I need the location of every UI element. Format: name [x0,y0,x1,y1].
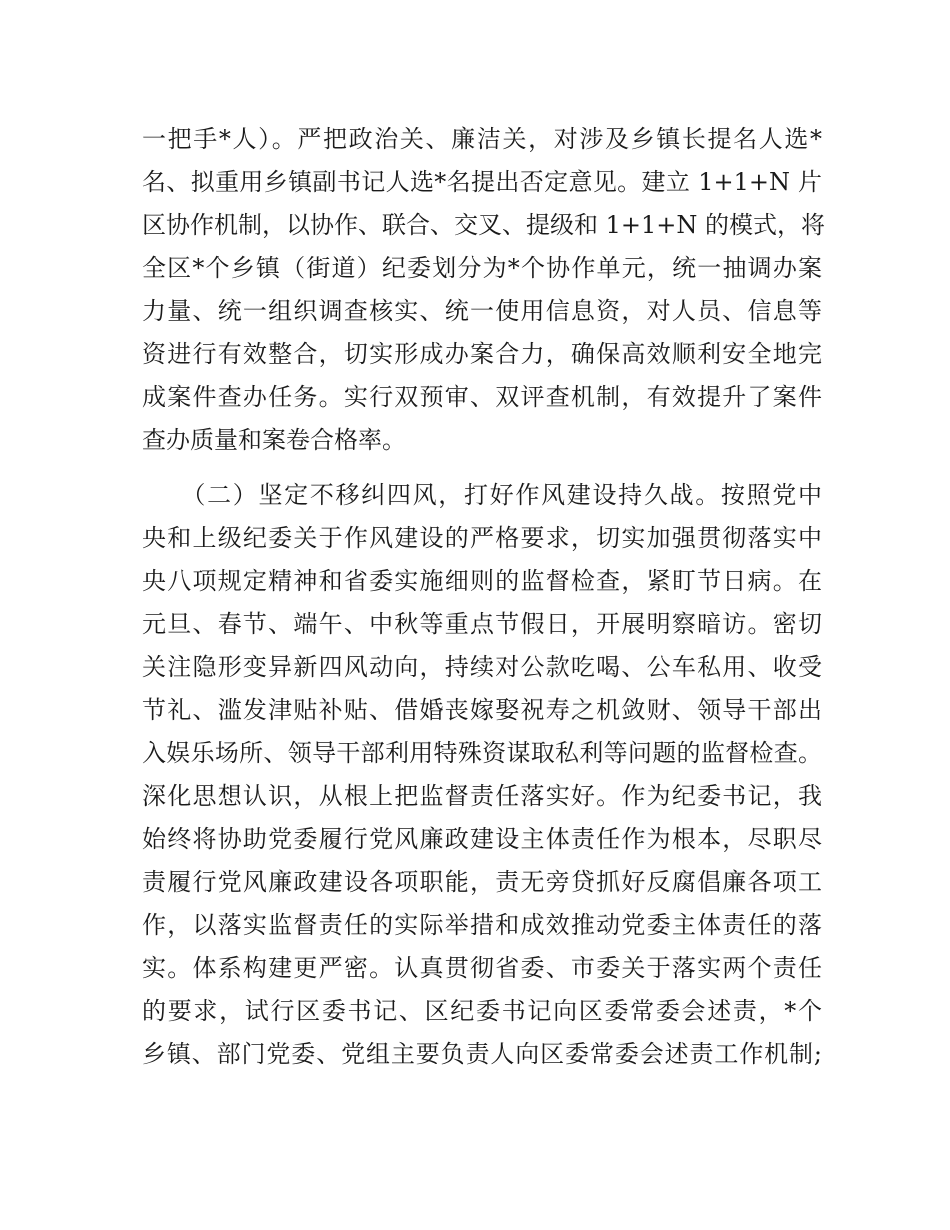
paragraph-1-line-1: 一把手*人）。严把政治关、廉洁关，对涉及乡镇长提名人选* [142,125,822,153]
paragraph-2-line-1: （二）坚定不移纠四风，打好作风建设持久战。按照党中 [142,481,822,509]
paragraph-2-line-5: 关注隐形变异新四风动向，持续对公款吃喝、公车私用、收受 [142,653,822,681]
paragraph-2-line-10: 责履行党风廉政建设各项职能，责无旁贷抓好反腐倡廉各项工 [142,868,822,896]
paragraph-2-line-6: 节礼、滥发津贴补贴、借婚丧嫁娶祝寿之机敛财、领导干部出 [142,696,822,724]
paragraph-2-line-9: 始终将协助党委履行党风廉政建设主体责任作为根本，尽职尽 [142,825,822,853]
paragraph-2 [142,474,822,1076]
paragraph-2-line-3: 央八项规定精神和省委实施细则的监督检查，紧盯节日病。在 [142,567,822,595]
paragraph-1-line-2: 名、拟重用乡镇副书记人选*名提出否定意见。建立 1+1+N 片 [142,168,822,196]
paragraph-2-line-2: 央和上级纪委关于作风建设的严格要求，切实加强贯彻落实中 [142,524,822,552]
paragraph-2-line-11: 作，以落实监督责任的实际举措和成效推动党委主体责任的落 [142,911,822,939]
paragraph-1 [142,118,826,462]
paragraph-1-line-3: 区协作机制，以协作、联合、交叉、提级和 1+1+N 的模式，将 [142,211,826,239]
paragraph-1-line-7: 成案件查办任务。实行双预审、双评查机制，有效提升了案件 [142,383,822,411]
paragraph-1-line-6: 资进行有效整合，切实形成办案合力，确保高效顺利安全地完 [142,340,822,368]
paragraph-2-line-12: 实。体系构建更严密。认真贯彻省委、市委关于落实两个责任 [142,954,822,982]
paragraph-2-line-13: 的要求，试行区委书记、区纪委书记向区委常委会述责，*个 [142,997,822,1025]
paragraph-1-line-8: 查办质量和案卷合格率。 [142,426,406,454]
paragraph-2-line-4: 元旦、春节、端午、中秋等重点节假日，开展明察暗访。密切 [142,610,822,638]
paragraph-2-line-14: 乡镇、部门党委、党组主要负责人向区委常委会述责工作机制; [142,1040,822,1068]
paragraph-1-line-4: 全区*个乡镇（街道）纪委划分为*个协作单元，统一抽调办案 [142,254,822,282]
paragraph-2-line-7: 入娱乐场所、领导干部利用特殊资谋取私利等问题的监督检查。 [142,739,822,767]
paragraph-2-line-8: 深化思想认识，从根上把监督责任落实好。作为纪委书记，我 [142,782,822,810]
paragraph-1-line-5: 力量、统一组织调查核实、统一使用信息资，对人员、信息等 [142,297,822,325]
